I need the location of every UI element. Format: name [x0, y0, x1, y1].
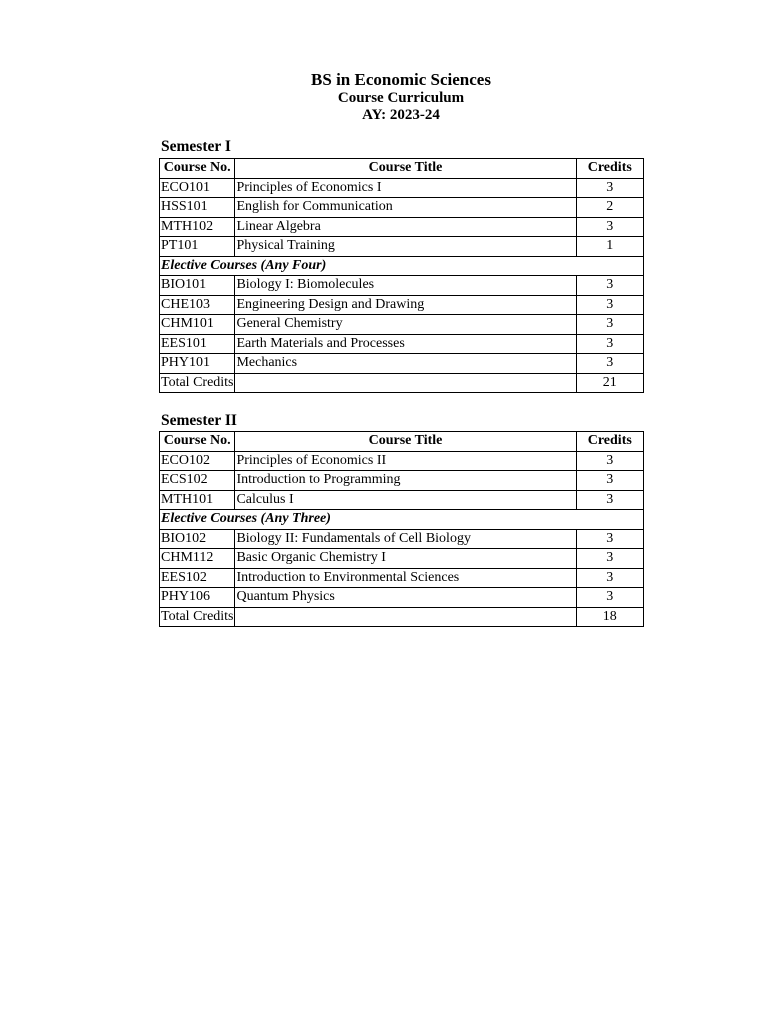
elective-label-row	[160, 256, 644, 276]
table-row	[160, 568, 644, 588]
total-row	[160, 607, 644, 627]
course-no: PT101	[160, 237, 235, 257]
table-row	[160, 334, 644, 354]
table-row	[160, 529, 644, 549]
course-title: Quantum Physics	[235, 588, 576, 608]
table-row	[160, 237, 644, 257]
table-row	[160, 178, 644, 198]
header-course-title: Course Title	[235, 159, 576, 179]
header-credits: Credits	[576, 432, 643, 452]
academic-year: AY: 2023-24	[362, 107, 440, 123]
header-course-title: Course Title	[235, 432, 576, 452]
total-credits-value: 21	[576, 373, 643, 393]
course-no: CHM112	[160, 549, 235, 569]
course-credits: 3	[576, 315, 643, 335]
table-header-row	[160, 432, 644, 452]
header-course-no: Course No.	[160, 159, 235, 179]
elective-label-row	[160, 510, 644, 530]
course-title: Linear Algebra	[235, 217, 576, 237]
table-row	[160, 451, 644, 471]
course-title: Introduction to Programming	[235, 471, 576, 491]
course-title: Calculus I	[235, 490, 576, 510]
course-credits: 3	[576, 588, 643, 608]
course-title: Physical Training	[235, 237, 576, 257]
semester-2-heading: Semester II	[161, 412, 237, 429]
table-row	[160, 198, 644, 218]
course-no: EES101	[160, 334, 235, 354]
course-credits: 3	[576, 178, 643, 198]
course-title: Engineering Design and Drawing	[235, 295, 576, 315]
course-title: Biology I: Biomolecules	[235, 276, 576, 296]
course-no: MTH101	[160, 490, 235, 510]
course-no: HSS101	[160, 198, 235, 218]
header-credits: Credits	[576, 159, 643, 179]
table-row	[160, 295, 644, 315]
table-row	[160, 276, 644, 296]
course-no: EES102	[160, 568, 235, 588]
course-no: BIO101	[160, 276, 235, 296]
table-row	[160, 549, 644, 569]
table-row	[160, 471, 644, 491]
course-credits: 3	[576, 529, 643, 549]
course-title: Mechanics	[235, 354, 576, 374]
course-no: BIO102	[160, 529, 235, 549]
course-credits: 3	[576, 276, 643, 296]
course-title: Principles of Economics II	[235, 451, 576, 471]
elective-label: Elective Courses (Any Three)	[160, 510, 644, 530]
total-row	[160, 373, 644, 393]
table-row	[160, 315, 644, 335]
document-subtitle: Course Curriculum	[337, 90, 465, 106]
course-credits: 2	[576, 198, 643, 218]
total-credits-label: Total Credits	[160, 607, 235, 627]
table-row	[160, 588, 644, 608]
course-title: Basic Organic Chemistry I	[235, 549, 576, 569]
course-credits: 3	[576, 568, 643, 588]
course-title: Earth Materials and Processes	[235, 334, 576, 354]
semester-1-table	[159, 158, 644, 393]
table-row	[160, 490, 644, 510]
course-title: General Chemistry	[235, 315, 576, 335]
course-no: MTH102	[160, 217, 235, 237]
course-credits: 3	[576, 490, 643, 510]
course-no: ECO102	[160, 451, 235, 471]
course-title: Biology II: Fundamentals of Cell Biology	[235, 529, 576, 549]
table-row	[160, 217, 644, 237]
course-credits: 3	[576, 217, 643, 237]
course-no: PHY101	[160, 354, 235, 374]
table-row	[160, 354, 644, 374]
semester-2-table	[159, 431, 644, 627]
course-credits: 3	[576, 549, 643, 569]
course-title: Principles of Economics I	[235, 178, 576, 198]
total-spacer	[235, 607, 576, 627]
course-title: Introduction to Environmental Sciences	[235, 568, 576, 588]
course-no: PHY106	[160, 588, 235, 608]
course-credits: 1	[576, 237, 643, 257]
course-no: ECO101	[160, 178, 235, 198]
course-no: CHE103	[160, 295, 235, 315]
course-no: ECS102	[160, 471, 235, 491]
elective-label: Elective Courses (Any Four)	[160, 256, 644, 276]
course-credits: 3	[576, 451, 643, 471]
course-no: CHM101	[160, 315, 235, 335]
course-credits: 3	[576, 471, 643, 491]
course-credits: 3	[576, 354, 643, 374]
document-title: BS in Economic Sciences	[311, 70, 491, 89]
semester-1-heading: Semester I	[161, 138, 231, 155]
table-header-row	[160, 159, 644, 179]
total-spacer	[235, 373, 576, 393]
total-credits-value: 18	[576, 607, 643, 627]
total-credits-label: Total Credits	[160, 373, 235, 393]
document-header	[0, 70, 768, 124]
header-course-no: Course No.	[160, 432, 235, 452]
course-title: English for Communication	[235, 198, 576, 218]
course-credits: 3	[576, 334, 643, 354]
course-credits: 3	[576, 295, 643, 315]
